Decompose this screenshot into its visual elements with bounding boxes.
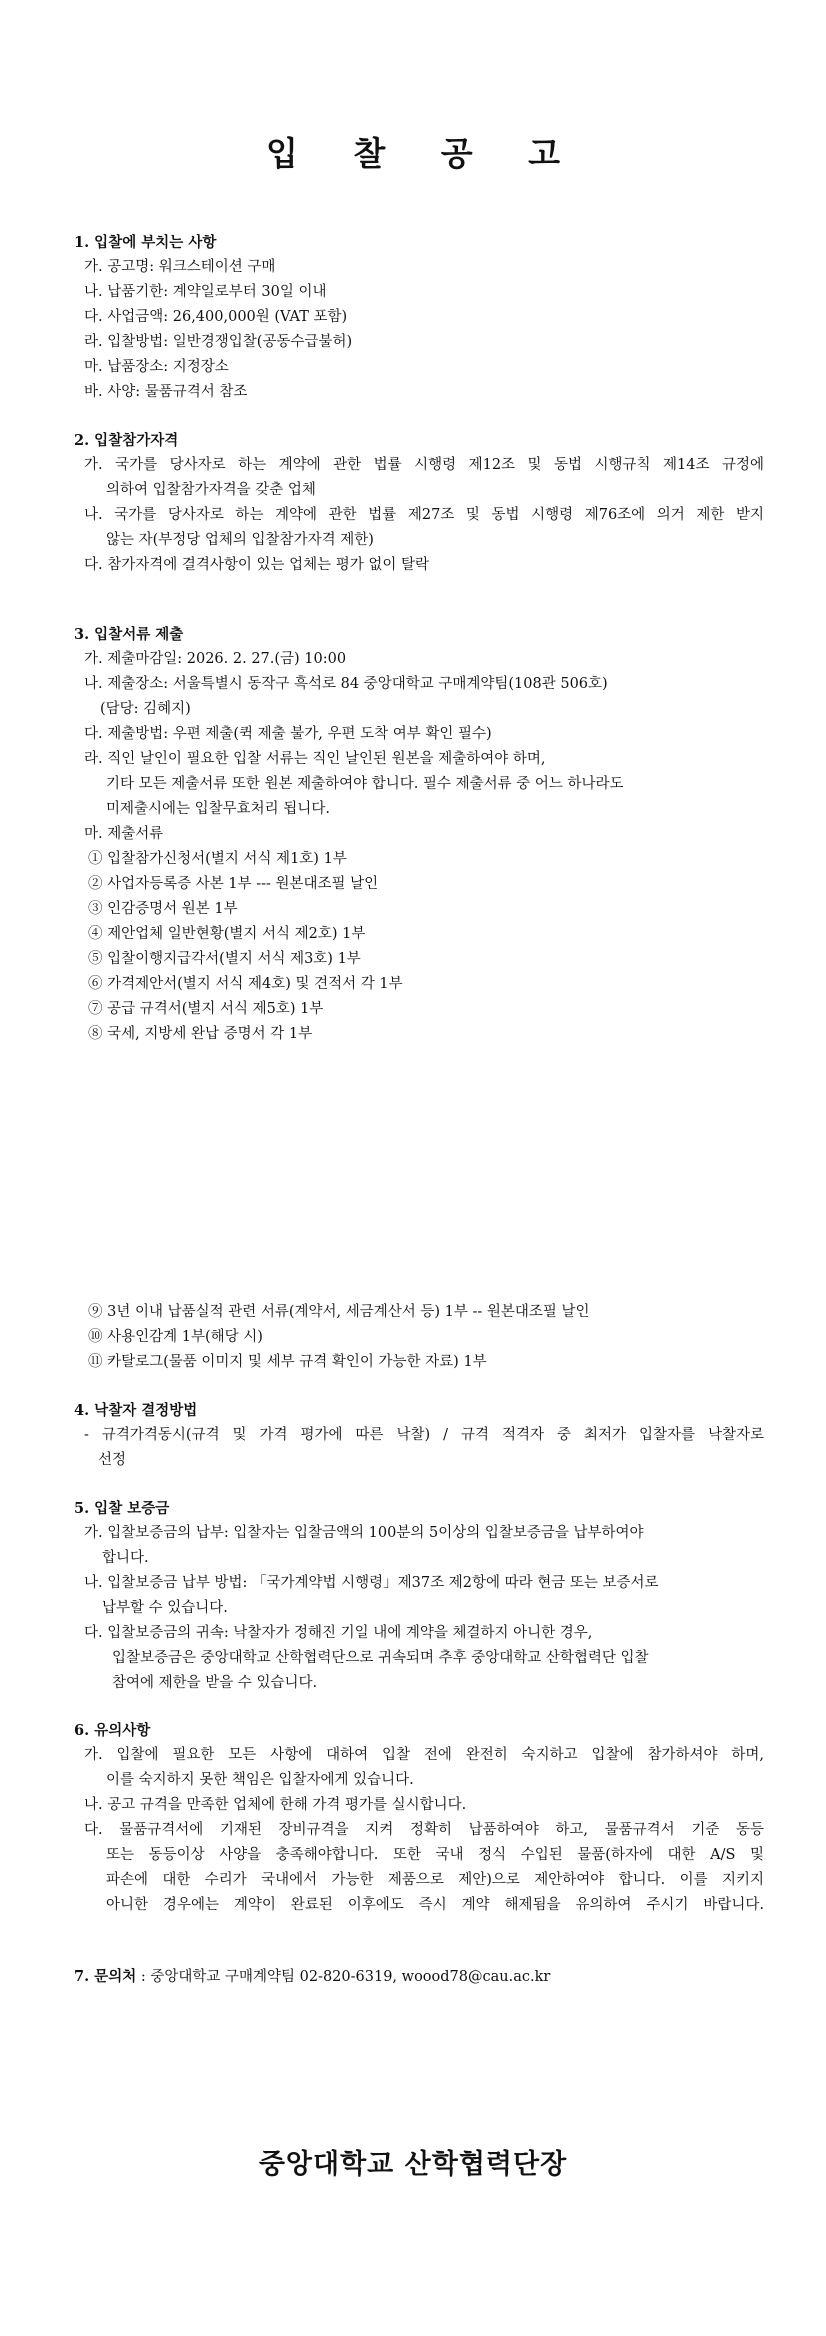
section-heading: 1. 입찰에 부치는 사항 <box>74 234 217 251</box>
section-heading: 2. 입찰참가자격 <box>74 432 179 449</box>
list-item: 나. 입찰보증금 납부 방법: 「국가계약법 시행령」제37조 제2항에 따라 현금 또는 보증서로 <box>84 1575 659 1591</box>
section-heading: 4. 낙찰자 결정방법 <box>74 1402 198 1419</box>
list-item: 다. 입찰보증금의 귀속: 낙찰자가 정해진 기일 내에 계약을 체결하지 아니한 경우, <box>84 1625 593 1641</box>
list-item: 바. 사양: 물품규격서 참조 <box>84 384 248 400</box>
document-item: ③ 인감증명서 원본 1부 <box>88 901 238 917</box>
section-1 <box>74 230 764 405</box>
list-item: 가. 국가를 당사자로 하는 계약에 관한 법률 시행령 제12조 및 동법 시행규칙 제14조 규정에 <box>84 457 764 473</box>
page-title: 입 찰 공 고 <box>266 134 582 173</box>
document-item: ⑧ 국세, 지방세 완납 증명서 각 1부 <box>88 1026 313 1042</box>
document-item: ⑩ 사용인감계 1부(해당 시) <box>88 1329 263 1345</box>
list-item: 마. 제출서류 <box>84 826 164 842</box>
list-item-continuation: 선정 <box>98 1452 127 1468</box>
list-item-continuation: 기타 모든 제출서류 또한 원본 제출하여야 합니다. 필수 제출서류 중 어느 하나라도 <box>106 776 624 792</box>
list-item-continuation: 합니다. <box>102 1550 149 1566</box>
list-item: 다. 제출방법: 우편 제출(퀵 제출 불가, 우편 도착 여부 확인 필수) <box>84 726 492 742</box>
list-item: 나. 국가를 당사자로 하는 계약에 관한 법률 제27조 및 동법 시행령 제76조에 의거 제한 받지 <box>84 507 764 523</box>
document-item: ⑪ 카탈로그(물품 이미지 및 세부 규격 확인이 가능한 자료) 1부 <box>88 1354 487 1370</box>
document-item: ⑤ 입찰이행지급각서(별지 서식 제3호) 1부 <box>88 951 361 967</box>
list-item-continuation: 파손에 대한 수리가 국내에서 가능한 제품으로 제안)으로 제안하여야 합니다. 이를 지키지 <box>106 1872 764 1888</box>
list-item: 다. 물품규격서에 기재된 장비규격을 지켜 정확히 납품하여야 하고, 물품규격서 기준 동등 <box>84 1822 764 1838</box>
section-heading: 5. 입찰 보증금 <box>74 1500 170 1517</box>
list-item-continuation: 의하여 입찰참가자격을 갖춘 업체 <box>106 482 316 498</box>
list-item: 마. 납품장소: 지정장소 <box>84 359 229 375</box>
contact-line <box>74 1965 550 1986</box>
list-item-continuation: 또는 동등이상 사양을 충족해야합니다. 또한 국내 정식 수입된 물품(하자에 대한 A/S 및 <box>106 1847 764 1863</box>
document-item: ⑨ 3년 이내 납품실적 관련 서류(계약서, 세금계산서 등) 1부 -- 원본대조필 날인 <box>88 1304 590 1320</box>
section-heading: 7. 문의처 <box>74 1968 137 1985</box>
list-item-continuation: 입찰보증금은 중앙대학교 산학협력단으로 귀속되며 추후 중앙대학교 산학협력단 입찰 <box>112 1650 649 1666</box>
document-item: ④ 제안업체 일반현황(별지 서식 제2호) 1부 <box>88 926 366 942</box>
section-4 <box>74 1398 764 1473</box>
list-item: 가. 입찰보증금의 납부: 입찰자는 입찰금액의 100분의 5이상의 입찰보증금을 납부하여야 <box>84 1525 644 1541</box>
list-item: 다. 참가자격에 결격사항이 있는 업체는 평가 없이 탈락 <box>84 557 430 573</box>
section-heading: 6. 유의사항 <box>74 1722 151 1739</box>
document-item: ⑦ 공급 규격서(별지 서식 제5호) 1부 <box>88 1001 324 1017</box>
list-item-continuation: 이를 숙지하지 못한 책임은 입찰자에게 있습니다. <box>106 1772 414 1788</box>
list-item: 나. 제출장소: 서울특별시 동작구 흑석로 84 중앙대학교 구매계약팀(108관 506호) <box>84 676 608 692</box>
section-3 <box>74 622 764 1047</box>
section-6 <box>74 1718 764 1918</box>
list-item: - 규격가격동시(규격 및 가격 평가에 따른 낙찰) / 규격 적격자 중 최저가 입찰자를 낙찰자로 <box>84 1427 764 1443</box>
document-item: ② 사업자등록증 사본 1부 --- 원본대조필 날인 <box>88 876 379 892</box>
list-item-continuation: 아니한 경우에는 계약이 완료된 이후에도 즉시 계약 해제됨을 유의하여 주시기 바랍니다. <box>106 1897 764 1913</box>
document-item: ① 입찰참가신청서(별지 서식 제1호) 1부 <box>88 851 347 867</box>
document-item: ⑥ 가격제안서(별지 서식 제4호) 및 견적서 각 1부 <box>88 976 403 992</box>
section-5 <box>74 1496 764 1696</box>
section-3-continued <box>74 1300 764 1375</box>
list-item-continuation: 않는 자(부정당 업체의 입찰참가자격 제한) <box>106 532 374 548</box>
section-2 <box>74 428 764 578</box>
list-item: 라. 직인 날인이 필요한 입찰 서류는 직인 날인된 원본을 제출하여야 하며, <box>84 751 546 767</box>
list-item-continuation: 납부할 수 있습니다. <box>102 1600 228 1616</box>
list-item: 나. 공고 규격을 만족한 업체에 한해 가격 평가를 실시합니다. <box>84 1797 467 1813</box>
list-item: 가. 제출마감일: 2026. 2. 27.(금) 10:00 <box>84 651 347 667</box>
list-item-continuation: 미제출시에는 입찰무효처리 됩니다. <box>106 801 330 817</box>
list-item: 라. 입찰방법: 일반경쟁입찰(공동수급불허) <box>84 334 353 350</box>
list-item: 나. 납품기한: 계약일로부터 30일 이내 <box>84 284 327 300</box>
issuer-signature: 중앙대학교 산학협력단장 <box>258 2149 568 2180</box>
list-item-continuation: 참여에 제한을 받을 수 있습니다. <box>112 1675 318 1691</box>
section-heading: 3. 입찰서류 제출 <box>74 626 184 643</box>
contact-info: : 중앙대학교 구매계약팀 02-820-6319, woood78@cau.ac.kr <box>140 1969 551 1985</box>
list-item: 다. 사업금액: 26,400,000원 (VAT 포함) <box>84 309 348 325</box>
list-item: 가. 입찰에 필요한 모든 사항에 대하여 입찰 전에 완전히 숙지하고 입찰에 참가하셔야 하며, <box>84 1747 764 1763</box>
list-item: 가. 공고명: 워크스테이션 구매 <box>84 259 276 275</box>
list-item-continuation: (담당: 김혜지) <box>100 701 191 717</box>
